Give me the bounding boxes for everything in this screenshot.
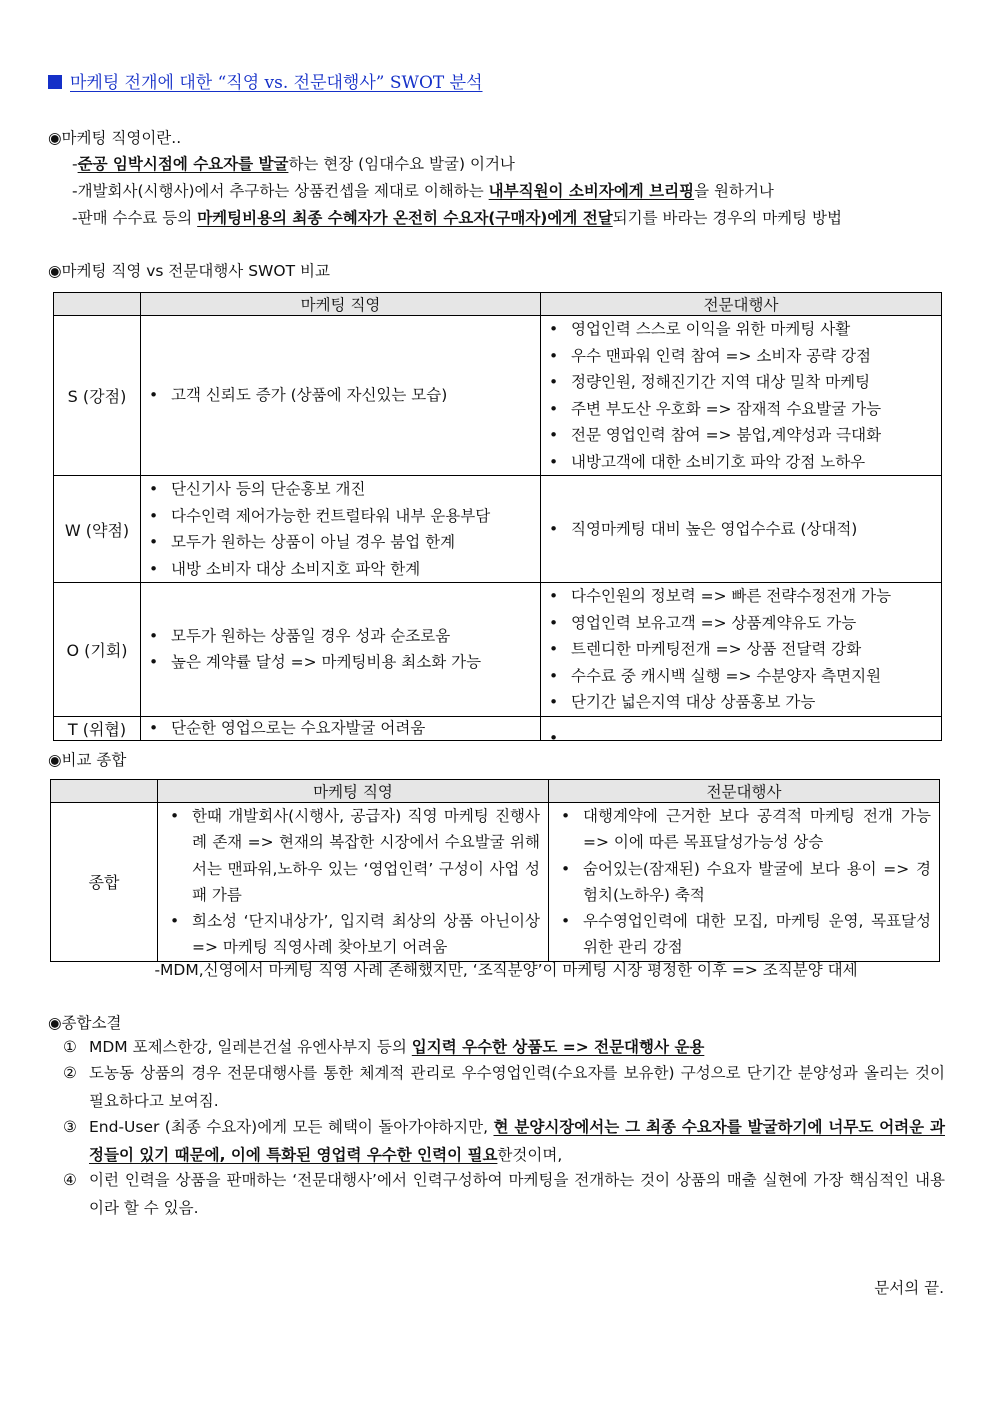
comparison-row-label: 종합: [51, 803, 158, 962]
list-item: • 내방 소비자 대상 소비지호 파악 한계: [149, 556, 540, 583]
swot-row-label: S (강점): [54, 316, 141, 476]
list-item: • 수수료 중 캐시백 실행 => 수분양자 측면지원: [549, 663, 941, 690]
list-item: • 모두가 원하는 상품일 경우 성과 순조로움: [149, 623, 540, 650]
document-title: 마케팅 전개에 대한 “직영 vs. 전문대행사” SWOT 분석: [48, 68, 483, 93]
list-item: • 단순한 영업으로는 수요자발굴 어려움: [149, 718, 540, 738]
list-item: • 전문 영업인력 참여 => 붐업,계약성과 극대화: [549, 422, 941, 449]
swot-row-label: T (위협): [54, 716, 141, 740]
list-item: • 높은 계약률 달성 => 마케팅비용 최소화 가능: [149, 649, 540, 676]
swot-header-agency: 전문대행사: [541, 293, 942, 316]
comparison-cell-agency: [549, 803, 940, 962]
list-item: • 정량인원, 정해진기간 지역 대상 밀착 마케팅: [549, 369, 941, 396]
comparison-header-row: [51, 780, 940, 803]
swot-cell-direct: [141, 476, 541, 583]
definition-line: -개발회사(시행사)에서 추구하는 상품컨셉을 제대로 이해하는 내부직원이 소비자에게 브리핑을 원하거나: [72, 182, 774, 200]
swot-corner-cell: [54, 293, 141, 316]
comparison-header-agency: 전문대행사: [549, 780, 940, 803]
comparison-header-direct: 마케팅 직영: [158, 780, 549, 803]
swot-row-weakness: [54, 476, 942, 583]
swot-header-direct: 마케팅 직영: [141, 293, 541, 316]
swot-cell-agency: [541, 583, 942, 717]
swot-table: [53, 292, 942, 741]
definition-line: -판매 수수료 등의 마케팅비용의 최종 수혜자가 온전히 수요자(구매자)에게 전달되기를 바라는 경우의 마케팅 방법: [72, 209, 843, 227]
swot-cell-agency: [541, 716, 942, 740]
list-item: • 숨어있는(잠재된) 수요자 발굴에 보다 용이 => 경험치(노하우) 축적: [557, 856, 931, 909]
list-item: • 우수 맨파워 인력 참여 => 소비자 공략 강점: [549, 343, 941, 370]
swot-cell-agency: [541, 316, 942, 476]
item-number: ③: [63, 1118, 77, 1136]
item-number: ④: [63, 1171, 77, 1189]
swot-row-label: W (약점): [54, 476, 141, 583]
swot-header-row: [54, 293, 942, 316]
comparison-row: [51, 803, 940, 962]
list-item: • 우수영업인력에 대한 모집, 마케팅 운영, 목표달성 위한 관리 강점: [557, 908, 931, 961]
swot-cell-direct: [141, 583, 541, 717]
list-item: • 단신기사 등의 단순홍보 개진: [149, 476, 540, 503]
conclusion-item: ① MDM 포제스한강, 일레븐건설 유엔사부지 등의 입지력 우수한 상품도 => 전문대행사 운용: [63, 1033, 945, 1061]
section-heading-summary: ◉비교 종합: [48, 751, 127, 769]
list-item: • 단기간 넓은지역 대상 상품홍보 가능: [549, 689, 941, 716]
item-number: ②: [63, 1064, 77, 1082]
definition-line: -준공 임박시점에 수요자를 발굴하는 현장 (임대수요 발굴) 이거나: [72, 155, 515, 173]
swot-cell-direct: [141, 716, 541, 740]
conclusion-item: ④ 이런 인력을 상품을 판매하는 ‘전문대행사’에서 인력구성하여 마케팅을 전개하는 것이 상품의 매출 실현에 가장 핵심적인 내용이라 할 수 있음.: [63, 1166, 945, 1222]
section-heading-definition: ◉마케팅 직영이란..: [48, 129, 182, 147]
swot-row-label: O (기회): [54, 583, 141, 717]
section-heading-swot: ◉마케팅 직영 vs 전문대행사 SWOT 비교: [48, 262, 330, 280]
list-item: • 영업인력 스스로 이익을 위한 마케팅 사활: [549, 316, 941, 343]
list-item: • 희소성 ‘단지내상가’, 입지력 최상의 상품 아닌이상 => 마케팅 직영사례 찾아보기 어려움: [166, 908, 540, 961]
list-item: • 다수인원의 정보력 => 빠른 전략수정전개 가능: [549, 583, 941, 610]
swot-cell-direct: [141, 316, 541, 476]
swot-cell-agency: [541, 476, 942, 583]
document-end-text: 문서의 끝.: [874, 1279, 944, 1297]
list-item: • 다수인력 제어가능한 컨트럴타워 내부 운용부담: [149, 503, 540, 530]
list-item: • 고객 신뢰도 증가 (상품에 자신있는 모습): [149, 382, 540, 409]
list-item: • 내방고객에 대한 소비기호 파악 강점 노하우: [549, 449, 941, 476]
swot-row-threat: [54, 716, 942, 740]
list-item: • 한때 개발회사(시행사, 공급자) 직영 마케팅 진행사례 존재 => 현재의 복잡한 시장에서 수요발굴 위해서는 맨파워,노하우 있는 ‘영업인력’ 구성이 사업 성패 가름: [166, 803, 540, 908]
comparison-corner-cell: [51, 780, 158, 803]
square-bullet-icon: [48, 75, 62, 89]
list-item: • 모두가 원하는 상품이 아닐 경우 붐업 한계: [149, 529, 540, 556]
comparison-cell-direct: [158, 803, 549, 962]
list-item: • 직영마케팅 대비 높은 영업수수료 (상대적): [549, 516, 941, 543]
list-item: • 트렌디한 마케팅전개 => 상품 전달력 강화: [549, 636, 941, 663]
swot-row-strength: [54, 316, 942, 476]
list-item: • 주변 부도산 우호화 => 잠재적 수요발굴 가능: [549, 396, 941, 423]
item-number: ①: [63, 1038, 77, 1056]
list-item: • 대행계약에 근거한 보다 공격적 마케팅 전개 가능 => 이에 따른 목표달성가능성 상승: [557, 803, 931, 856]
list-item: • 영업인력 보유고객 => 상품계약유도 가능: [549, 610, 941, 637]
conclusion-item: ③ End-User (최종 수요자)에게 모든 혜택이 돌아가야하지만, 현 분양시장에서는 그 최종 수요자를 발굴하기에 너무도 어려운 과정들이 있기 때문에, 이에 특화된 영업력 우수한 인력이 필요한것이며,: [63, 1113, 945, 1169]
comparison-table: [50, 779, 940, 962]
swot-row-opportunity: [54, 583, 942, 717]
section-heading-conclusion: ◉종합소결: [48, 1014, 122, 1032]
comparison-note: -MDM,신영에서 마케팅 직영 사례 존해했지만, ‘조직분양’이 마케팅 시장 평정한 이후 => 조직분양 대세: [154, 961, 858, 979]
conclusion-item: ② 도농동 상품의 경우 전문대행사를 통한 체계적 관리로 우수영업인력(수요자를 보유한) 구성으로 단기간 분양성과 올리는 것이 필요하다고 보여짐.: [63, 1059, 945, 1115]
